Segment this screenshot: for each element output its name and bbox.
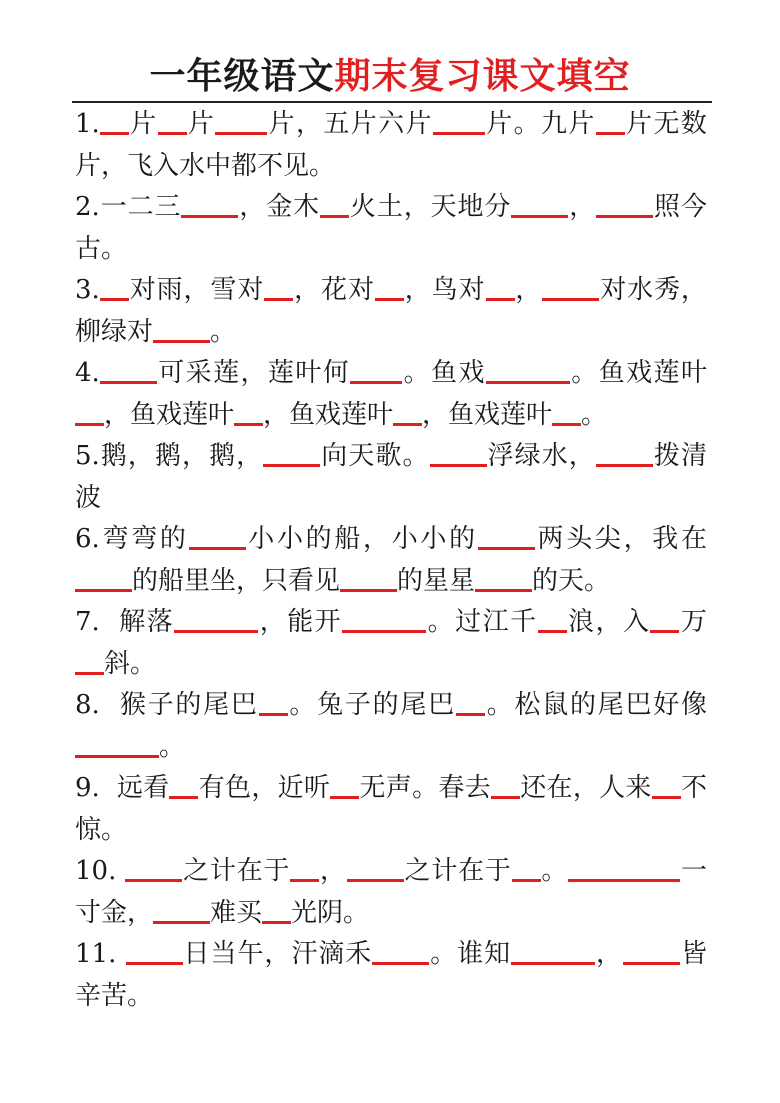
answer-blank[interactable] bbox=[430, 438, 487, 467]
question-2: 2.一二三 ，金木 火土，天地分 ， 照今古。 bbox=[75, 187, 707, 270]
answer-blank[interactable] bbox=[393, 397, 422, 426]
answer-blank[interactable] bbox=[511, 189, 568, 218]
answer-blank[interactable] bbox=[596, 189, 653, 218]
answer-blank[interactable] bbox=[75, 646, 104, 675]
question-list bbox=[75, 104, 707, 1017]
answer-blank[interactable] bbox=[475, 563, 532, 592]
answer-blank[interactable] bbox=[264, 272, 293, 301]
answer-blank[interactable] bbox=[75, 563, 132, 592]
question-6: 6.弯弯的 小小的船，小小的 两头尖，我在的船里坐，只看见 的星星 的天。 bbox=[75, 519, 707, 602]
title-divider bbox=[72, 101, 712, 103]
answer-blank[interactable] bbox=[262, 895, 291, 924]
answer-blank[interactable] bbox=[169, 770, 198, 799]
question-10: 10. 之计在于 ， 之计在于 。 一寸金， 难买 光阴。 bbox=[75, 851, 707, 934]
answer-blank[interactable] bbox=[623, 936, 680, 965]
answer-blank[interactable] bbox=[652, 770, 681, 799]
answer-blank[interactable] bbox=[350, 355, 402, 384]
answer-blank[interactable] bbox=[478, 521, 535, 550]
answer-blank[interactable] bbox=[75, 397, 104, 426]
answer-blank[interactable] bbox=[552, 397, 581, 426]
answer-blank[interactable] bbox=[100, 106, 129, 135]
answer-blank[interactable] bbox=[330, 770, 359, 799]
answer-blank[interactable] bbox=[263, 438, 320, 467]
answer-blank[interactable] bbox=[100, 272, 129, 301]
answer-blank[interactable] bbox=[215, 106, 267, 135]
answer-blank[interactable] bbox=[456, 687, 485, 716]
answer-blank[interactable] bbox=[538, 604, 567, 633]
answer-blank[interactable] bbox=[511, 936, 595, 965]
title-red: 期末复习课文填空 bbox=[334, 55, 631, 97]
answer-blank[interactable] bbox=[259, 687, 288, 716]
answer-blank[interactable] bbox=[290, 853, 319, 882]
answer-blank[interactable] bbox=[512, 853, 541, 882]
question-11: 11. 日当午，汗滴禾 。谁知 ， 皆辛苦。 bbox=[75, 934, 707, 1017]
answer-blank[interactable] bbox=[181, 189, 238, 218]
answer-blank[interactable] bbox=[320, 189, 349, 218]
answer-blank[interactable] bbox=[486, 272, 515, 301]
answer-blank[interactable] bbox=[125, 853, 182, 882]
question-4: 4. 可采莲，莲叶何 。鱼戏 。鱼戏莲叶，鱼戏莲叶 ，鱼戏莲叶 ，鱼戏莲叶 。 bbox=[75, 353, 707, 436]
answer-blank[interactable] bbox=[596, 438, 653, 467]
answer-blank[interactable] bbox=[568, 853, 680, 882]
answer-blank[interactable] bbox=[234, 397, 263, 426]
answer-blank[interactable] bbox=[650, 604, 679, 633]
answer-blank[interactable] bbox=[100, 355, 157, 384]
answer-blank[interactable] bbox=[491, 770, 520, 799]
question-8: 8. 猴子的尾巴 。兔子的尾巴 。松鼠的尾巴好像。 bbox=[75, 685, 707, 768]
answer-blank[interactable] bbox=[126, 936, 183, 965]
answer-blank[interactable] bbox=[342, 604, 426, 633]
page-title bbox=[0, 52, 780, 100]
answer-blank[interactable] bbox=[347, 853, 404, 882]
question-1: 1. 片 片 片，五片六片 片。九片 片无数片，飞入水中都不见。 bbox=[75, 104, 707, 187]
question-3: 3. 对雨，雪对 ，花对 ，鸟对 ， 对水秀，柳绿对 。 bbox=[75, 270, 707, 353]
answer-blank[interactable] bbox=[433, 106, 485, 135]
answer-blank[interactable] bbox=[486, 355, 570, 384]
answer-blank[interactable] bbox=[375, 272, 404, 301]
answer-blank[interactable] bbox=[75, 729, 159, 758]
answer-blank[interactable] bbox=[153, 314, 210, 343]
question-5: 5.鹅，鹅，鹅， 向天歌。 浮绿水， 拨清波 bbox=[75, 436, 707, 519]
answer-blank[interactable] bbox=[596, 106, 625, 135]
title-black: 一年级语文 bbox=[149, 55, 335, 97]
question-9: 9. 远看 有色，近听 无声。春去 还在，人来 不惊。 bbox=[75, 768, 707, 851]
answer-blank[interactable] bbox=[158, 106, 187, 135]
answer-blank[interactable] bbox=[189, 521, 246, 550]
answer-blank[interactable] bbox=[174, 604, 258, 633]
answer-blank[interactable] bbox=[542, 272, 599, 301]
question-7: 7. 解落 ，能开 。过江千 浪，入 万斜。 bbox=[75, 602, 707, 685]
answer-blank[interactable] bbox=[153, 895, 210, 924]
answer-blank[interactable] bbox=[372, 936, 429, 965]
answer-blank[interactable] bbox=[340, 563, 397, 592]
